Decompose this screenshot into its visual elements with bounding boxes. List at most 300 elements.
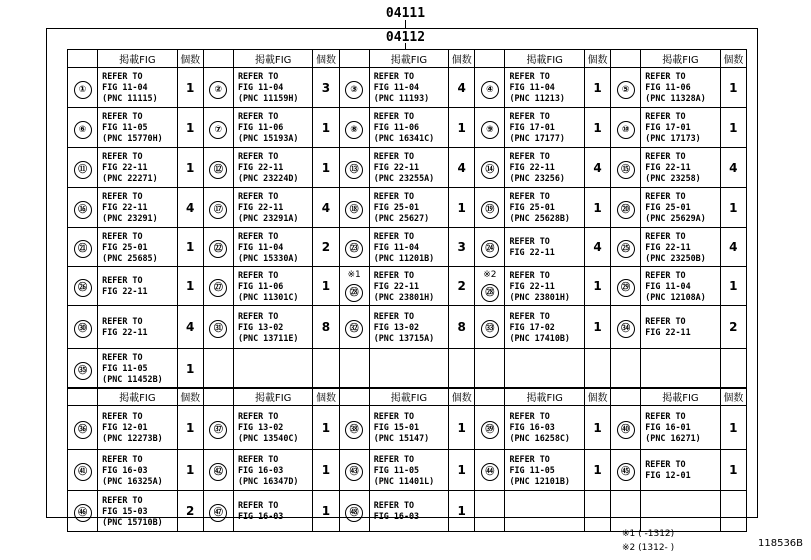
ref-fig-line: (PNC 23801H) — [373, 291, 435, 302]
item-number-cell — [475, 108, 505, 148]
ref-fig-line: (PNC 17410B) — [509, 332, 570, 343]
ref-fig-line: REFER TO — [237, 191, 279, 201]
ref-fig-cell — [369, 228, 448, 267]
ref-fig-line: (PNC 11328A) — [645, 93, 706, 103]
ref-fig-line: FIG 11-06 — [645, 82, 691, 92]
ref-fig-text — [98, 111, 176, 144]
ref-fig-line: (PNC 17177) — [509, 133, 565, 143]
ref-fig-cell — [98, 349, 177, 389]
item-number-badge: ㉞ — [617, 320, 635, 338]
quantity-cell: 1 — [720, 108, 746, 148]
ref-fig-line: REFER TO — [645, 191, 686, 201]
ref-fig-line: FIG 15-01 — [373, 422, 420, 432]
item-number-badge: ⑥ — [74, 121, 92, 139]
item-number-cell — [475, 228, 505, 267]
header-ref-fig: 掲載FIG — [98, 388, 177, 406]
ref-fig-text — [234, 270, 312, 303]
ref-fig-line: FIG 11-04 — [237, 241, 284, 252]
ref-fig-cell — [505, 148, 584, 188]
header-ref-fig: 掲載FIG — [505, 388, 584, 406]
item-number-badge: ① — [74, 81, 92, 99]
ref-fig-line: REFER TO — [645, 111, 686, 121]
ref-fig-line: FIG 22-11 — [509, 280, 555, 291]
item-number-cell — [339, 68, 369, 108]
header-blank — [68, 388, 98, 406]
quantity-cell: 8 — [449, 306, 475, 349]
ref-fig-line: (PNC 23224D) — [237, 173, 299, 183]
ref-fig-line: FIG 11-04 — [102, 82, 148, 92]
ref-fig-line: REFER TO — [509, 151, 550, 161]
table-row — [68, 228, 747, 267]
ref-fig-text — [370, 500, 448, 522]
footnote-marker: ※2 — [483, 270, 497, 280]
quantity-cell: 1 — [720, 188, 746, 228]
ref-fig-text — [98, 352, 176, 385]
ref-fig-line: REFER TO — [237, 411, 279, 421]
ref-fig-cell — [505, 349, 584, 389]
ref-fig-cell — [98, 491, 177, 532]
ref-fig-line: (PNC 11193) — [373, 93, 430, 103]
item-number-badge: ㉔ — [481, 240, 499, 258]
quantity-cell: 2 — [720, 306, 746, 349]
ref-fig-line: REFER TO — [645, 230, 686, 241]
item-number-badge: ⑰ — [209, 201, 227, 219]
item-number-badge: ㊸ — [345, 463, 363, 481]
ref-fig-line: REFER TO — [102, 111, 143, 121]
ref-fig-cell — [505, 267, 584, 306]
ref-fig-text — [505, 151, 583, 184]
ref-fig-cell — [233, 228, 312, 267]
ref-fig-line: (PNC 13711E) — [237, 332, 299, 343]
ref-fig-line: FIG 22-11 — [237, 202, 284, 212]
ref-fig-cell — [369, 491, 448, 532]
ref-fig-line: FIG 11-05 — [102, 363, 148, 373]
ref-fig-line: REFER TO — [373, 151, 415, 161]
item-number-cell — [203, 228, 233, 267]
quantity-cell: 4 — [449, 148, 475, 188]
item-number-cell — [475, 68, 505, 108]
item-number-badge: ㉖ — [74, 279, 92, 297]
item-number-cell — [339, 491, 369, 532]
header-qty: 個数 — [449, 50, 475, 68]
quantity-cell — [720, 349, 746, 389]
ref-fig-line: REFER TO — [237, 230, 279, 241]
ref-fig-line: FIG 17-01 — [509, 122, 555, 132]
diagram-code: 118536B — [758, 538, 804, 549]
ref-fig-cell — [641, 228, 720, 267]
ref-fig-line: FIG 11-04 — [373, 241, 420, 252]
quantity-cell: 4 — [584, 148, 610, 188]
ref-fig-text — [370, 454, 448, 487]
quantity-cell: 1 — [584, 267, 610, 306]
ref-fig-line: (PNC 16258C) — [509, 433, 570, 443]
item-number-badge: ㊲ — [209, 421, 227, 439]
header-ref-fig: 掲載FIG — [369, 388, 448, 406]
parts-table-lower — [67, 387, 747, 532]
item-number-cell — [475, 491, 505, 532]
ref-fig-line: REFER TO — [373, 310, 415, 321]
ref-fig-line: REFER TO — [237, 310, 279, 321]
quantity-cell: 1 — [720, 450, 746, 491]
ref-fig-line: (PNC 23258) — [645, 173, 701, 183]
ref-fig-line: REFER TO — [509, 453, 550, 464]
ref-fig-line: (PNC 12108A) — [645, 291, 706, 302]
item-number-cell — [203, 108, 233, 148]
ref-fig-line: (PNC 11401L) — [373, 475, 435, 486]
item-number-badge: ㉓ — [345, 240, 363, 258]
ref-fig-line: FIG 22-11 — [102, 162, 148, 172]
ref-fig-line: (PNC 15330A) — [237, 252, 299, 263]
ref-fig-text — [641, 111, 719, 144]
header-ref-fig: 掲載FIG — [233, 388, 312, 406]
ref-fig-line: (PNC 15710B) — [102, 516, 163, 527]
header-ref-fig: 掲載FIG — [98, 50, 177, 68]
quantity-cell: 1 — [449, 188, 475, 228]
ref-fig-line: (PNC 22271) — [102, 173, 158, 183]
ref-fig-cell — [641, 406, 720, 450]
table-row — [68, 188, 747, 228]
ref-fig-line: FIG 11-06 — [237, 122, 284, 132]
ref-fig-line: REFER TO — [645, 411, 686, 421]
ref-fig-line: FIG 11-04 — [509, 82, 555, 92]
ref-fig-text — [370, 71, 448, 104]
ref-fig-text — [641, 151, 719, 184]
item-number-badge: ㉘ — [481, 284, 499, 302]
ref-fig-line: REFER TO — [509, 71, 550, 81]
sub-assembly-code: 04112 — [385, 30, 426, 45]
ref-fig-text — [370, 231, 448, 264]
quantity-cell: 4 — [720, 228, 746, 267]
header-qty: 個数 — [177, 50, 203, 68]
ref-fig-line: REFER TO — [237, 111, 279, 121]
ref-fig-text — [98, 495, 176, 528]
item-number-cell — [339, 108, 369, 148]
ref-fig-line: FIG 11-05 — [509, 464, 555, 475]
item-number-badge: ㉙ — [617, 279, 635, 297]
header-blank — [611, 388, 641, 406]
table-row — [68, 349, 747, 389]
item-number-cell — [203, 148, 233, 188]
table-row — [68, 450, 747, 491]
parts-table-upper — [67, 49, 747, 389]
item-number-cell — [611, 406, 641, 450]
ref-fig-cell — [98, 148, 177, 188]
ref-fig-text — [234, 311, 312, 344]
ref-fig-line: REFER TO — [102, 453, 143, 464]
ref-fig-line: REFER TO — [102, 316, 143, 326]
item-number-badge: ㉝ — [481, 320, 499, 338]
item-number-badge: ⑧ — [345, 121, 363, 139]
ref-fig-line: FIG 11-04 — [237, 82, 284, 92]
ref-fig-cell — [233, 267, 312, 306]
table-row — [68, 68, 747, 108]
ref-fig-line: REFER TO — [102, 275, 143, 285]
ref-fig-line: REFER TO — [645, 71, 686, 81]
quantity-cell: 1 — [177, 349, 203, 389]
ref-fig-cell — [641, 108, 720, 148]
item-number-cell — [611, 450, 641, 491]
ref-fig-line: REFER TO — [645, 316, 686, 326]
header-blank — [203, 388, 233, 406]
ref-fig-line: (PNC 25685) — [102, 252, 158, 263]
item-number-badge: ㊶ — [74, 463, 92, 481]
ref-fig-cell — [233, 450, 312, 491]
ref-fig-text — [98, 316, 176, 338]
ref-fig-cell — [233, 108, 312, 148]
item-number-badge: ⑨ — [481, 121, 499, 139]
header-qty: 個数 — [720, 388, 746, 406]
item-number-cell — [611, 491, 641, 532]
ref-fig-line: REFER TO — [645, 151, 686, 161]
ref-fig-text — [234, 500, 312, 522]
item-number-cell — [203, 406, 233, 450]
ref-fig-cell — [233, 68, 312, 108]
item-number-cell — [475, 349, 505, 389]
ref-fig-cell — [233, 406, 312, 450]
item-number-cell — [68, 68, 98, 108]
ref-fig-cell — [505, 68, 584, 108]
item-number-badge: ⑫ — [209, 161, 227, 179]
ref-fig-line: FIG 13-02 — [237, 321, 284, 332]
item-number-badge: ⑱ — [345, 201, 363, 219]
ref-fig-line: (PNC 16341C) — [373, 133, 435, 143]
ref-fig-line: FIG 25-01 — [509, 202, 555, 212]
item-number-cell — [611, 306, 641, 349]
ref-fig-line: (PNC 12273B) — [102, 433, 163, 443]
quantity-cell: 2 — [177, 491, 203, 532]
header-ref-fig: 掲載FIG — [505, 50, 584, 68]
ref-fig-line: REFER TO — [102, 191, 143, 201]
ref-fig-cell — [505, 108, 584, 148]
quantity-cell: 4 — [313, 188, 339, 228]
item-number-badge: ⑯ — [74, 201, 92, 219]
ref-fig-cell — [369, 450, 448, 491]
item-number-cell — [203, 188, 233, 228]
item-number-cell — [339, 188, 369, 228]
ref-fig-text — [370, 411, 448, 444]
ref-fig-line: REFER TO — [509, 310, 550, 321]
quantity-cell: 2 — [313, 228, 339, 267]
ref-fig-line: REFER TO — [373, 411, 415, 421]
ref-fig-cell — [369, 108, 448, 148]
ref-fig-text — [505, 236, 583, 258]
ref-fig-cell — [505, 188, 584, 228]
ref-fig-line: REFER TO — [645, 269, 686, 280]
quantity-cell: 1 — [449, 108, 475, 148]
assembly-code: 04111 — [385, 6, 426, 21]
item-number-cell — [339, 228, 369, 267]
ref-fig-text — [505, 71, 583, 104]
ref-fig-line: FIG 11-06 — [373, 122, 420, 132]
quantity-cell: 3 — [313, 68, 339, 108]
header-qty: 個数 — [313, 388, 339, 406]
item-number-badge: ㊻ — [74, 504, 92, 522]
quantity-cell — [584, 491, 610, 532]
ref-fig-text — [505, 270, 583, 303]
item-number-cell — [68, 349, 98, 389]
ref-fig-line: FIG 22-11 — [509, 247, 555, 257]
ref-fig-line: (PNC 25628B) — [509, 213, 570, 223]
ref-fig-text — [98, 151, 176, 184]
item-number-badge: ㊷ — [209, 463, 227, 481]
quantity-cell — [313, 349, 339, 389]
ref-fig-cell — [641, 306, 720, 349]
header-ref-fig: 掲載FIG — [641, 50, 720, 68]
ref-fig-line: REFER TO — [645, 459, 686, 469]
item-number-badge: ㉚ — [74, 320, 92, 338]
ref-fig-line: FIG 15-03 — [102, 505, 148, 516]
item-number-cell — [475, 450, 505, 491]
ref-fig-text — [370, 151, 448, 184]
ref-fig-cell — [369, 406, 448, 450]
table-header-row — [68, 388, 747, 406]
ref-fig-cell — [98, 450, 177, 491]
header-blank — [203, 50, 233, 68]
ref-fig-cell — [369, 349, 448, 389]
item-number-badge: ㊳ — [345, 421, 363, 439]
table-row — [68, 406, 747, 450]
quantity-cell: 4 — [177, 188, 203, 228]
quantity-cell — [720, 491, 746, 532]
item-number-badge: ④ — [481, 81, 499, 99]
ref-fig-line: REFER TO — [373, 71, 415, 81]
item-number-cell — [475, 188, 505, 228]
ref-fig-line: REFER TO — [237, 151, 279, 161]
quantity-cell: 1 — [177, 108, 203, 148]
ref-fig-line: (PNC 12101B) — [509, 475, 570, 486]
quantity-cell: 1 — [313, 148, 339, 188]
item-number-cell — [475, 306, 505, 349]
item-number-badge: ⑩ — [617, 121, 635, 139]
item-number-cell — [68, 406, 98, 450]
item-number-cell — [339, 349, 369, 389]
ref-fig-line: REFER TO — [237, 269, 279, 280]
ref-fig-line: REFER TO — [237, 453, 279, 464]
item-number-cell — [611, 148, 641, 188]
ref-fig-line: FIG 25-01 — [645, 202, 691, 212]
ref-fig-line: (PNC 11452B) — [102, 374, 163, 384]
ref-fig-line: (PNC 23256) — [509, 173, 565, 183]
ref-fig-line: (PNC 23291A) — [237, 213, 299, 223]
ref-fig-line: REFER TO — [509, 269, 550, 280]
ref-fig-cell — [505, 228, 584, 267]
ref-fig-text — [98, 411, 176, 444]
ref-fig-cell — [641, 450, 720, 491]
ref-fig-line: REFER TO — [237, 500, 279, 510]
ref-fig-cell — [98, 267, 177, 306]
ref-fig-line: (PNC 23291) — [102, 213, 158, 223]
ref-fig-text — [234, 151, 312, 184]
ref-fig-line: FIG 11-04 — [373, 82, 420, 92]
header-ref-fig: 掲載FIG — [641, 388, 720, 406]
header-qty: 個数 — [720, 50, 746, 68]
quantity-cell — [449, 349, 475, 389]
ref-fig-line: (PNC 17173) — [645, 133, 701, 143]
header-qty: 個数 — [584, 388, 610, 406]
item-number-badge: ㊱ — [74, 421, 92, 439]
ref-fig-text — [98, 231, 176, 264]
ref-fig-line: (PNC 23250B) — [645, 252, 706, 263]
ref-fig-line: (PNC 11301C) — [237, 291, 299, 302]
ref-fig-line: FIG 22-11 — [373, 162, 420, 172]
ref-fig-line: FIG 22-11 — [645, 241, 691, 252]
ref-fig-cell — [369, 306, 448, 349]
ref-fig-line: (PNC 11159H) — [237, 93, 299, 103]
item-number-badge: ㊼ — [209, 504, 227, 522]
ref-fig-line: (PNC 23801H) — [509, 291, 570, 302]
quantity-cell: 1 — [449, 450, 475, 491]
ref-fig-text — [641, 231, 719, 264]
quantity-cell: 1 — [584, 108, 610, 148]
item-number-badge: ㉑ — [74, 240, 92, 258]
quantity-cell: 1 — [720, 406, 746, 450]
item-number-cell — [611, 349, 641, 389]
ref-fig-line: FIG 13-02 — [237, 422, 284, 432]
ref-fig-cell — [641, 349, 720, 389]
ref-fig-cell — [369, 68, 448, 108]
ref-fig-text — [641, 316, 719, 338]
ref-fig-cell — [233, 188, 312, 228]
table-row — [68, 491, 747, 532]
table-row — [68, 108, 747, 148]
ref-fig-line: REFER TO — [373, 269, 415, 280]
item-number-badge: ⑭ — [481, 161, 499, 179]
quantity-cell: 1 — [177, 228, 203, 267]
ref-fig-line: FIG 25-01 — [102, 241, 148, 252]
header-ref-fig: 掲載FIG — [233, 50, 312, 68]
ref-fig-text — [641, 459, 719, 481]
footnote-marker: ※1 — [347, 270, 361, 280]
ref-fig-cell — [369, 267, 448, 306]
quantity-cell: 8 — [313, 306, 339, 349]
ref-fig-line: REFER TO — [509, 111, 550, 121]
item-number-cell — [68, 108, 98, 148]
ref-fig-line: REFER TO — [509, 191, 550, 201]
quantity-cell: 1 — [720, 68, 746, 108]
item-number-cell — [611, 267, 641, 306]
item-number-badge: ⑤ — [617, 81, 635, 99]
quantity-cell: 1 — [584, 450, 610, 491]
ref-fig-line: REFER TO — [373, 111, 415, 121]
item-number-cell — [68, 148, 98, 188]
ref-fig-line: FIG 22-11 — [509, 162, 555, 172]
quantity-cell: 4 — [584, 228, 610, 267]
quantity-cell: 1 — [177, 267, 203, 306]
item-number-badge: ㉘ — [345, 284, 363, 302]
ref-fig-line: (PNC 16347D) — [237, 475, 299, 486]
ref-fig-line: (PNC 11115) — [102, 93, 158, 103]
header-blank — [339, 50, 369, 68]
table-row — [68, 267, 747, 306]
ref-fig-line: (PNC 15147) — [373, 433, 430, 443]
ref-fig-text — [370, 270, 448, 303]
ref-fig-cell — [98, 108, 177, 148]
ref-fig-cell — [505, 491, 584, 532]
ref-fig-cell — [98, 306, 177, 349]
ref-fig-line: (PNC 16271) — [645, 433, 701, 443]
quantity-cell: 1 — [449, 491, 475, 532]
ref-fig-line: REFER TO — [373, 500, 415, 510]
ref-fig-line: FIG 12-01 — [645, 470, 691, 480]
quantity-cell: 1 — [584, 188, 610, 228]
item-number-cell — [203, 450, 233, 491]
ref-fig-line: FIG 22-11 — [645, 162, 691, 172]
header-qty: 個数 — [313, 50, 339, 68]
quantity-cell: 1 — [449, 406, 475, 450]
ref-fig-cell — [641, 491, 720, 532]
table-row — [68, 148, 747, 188]
quantity-cell: 2 — [449, 267, 475, 306]
